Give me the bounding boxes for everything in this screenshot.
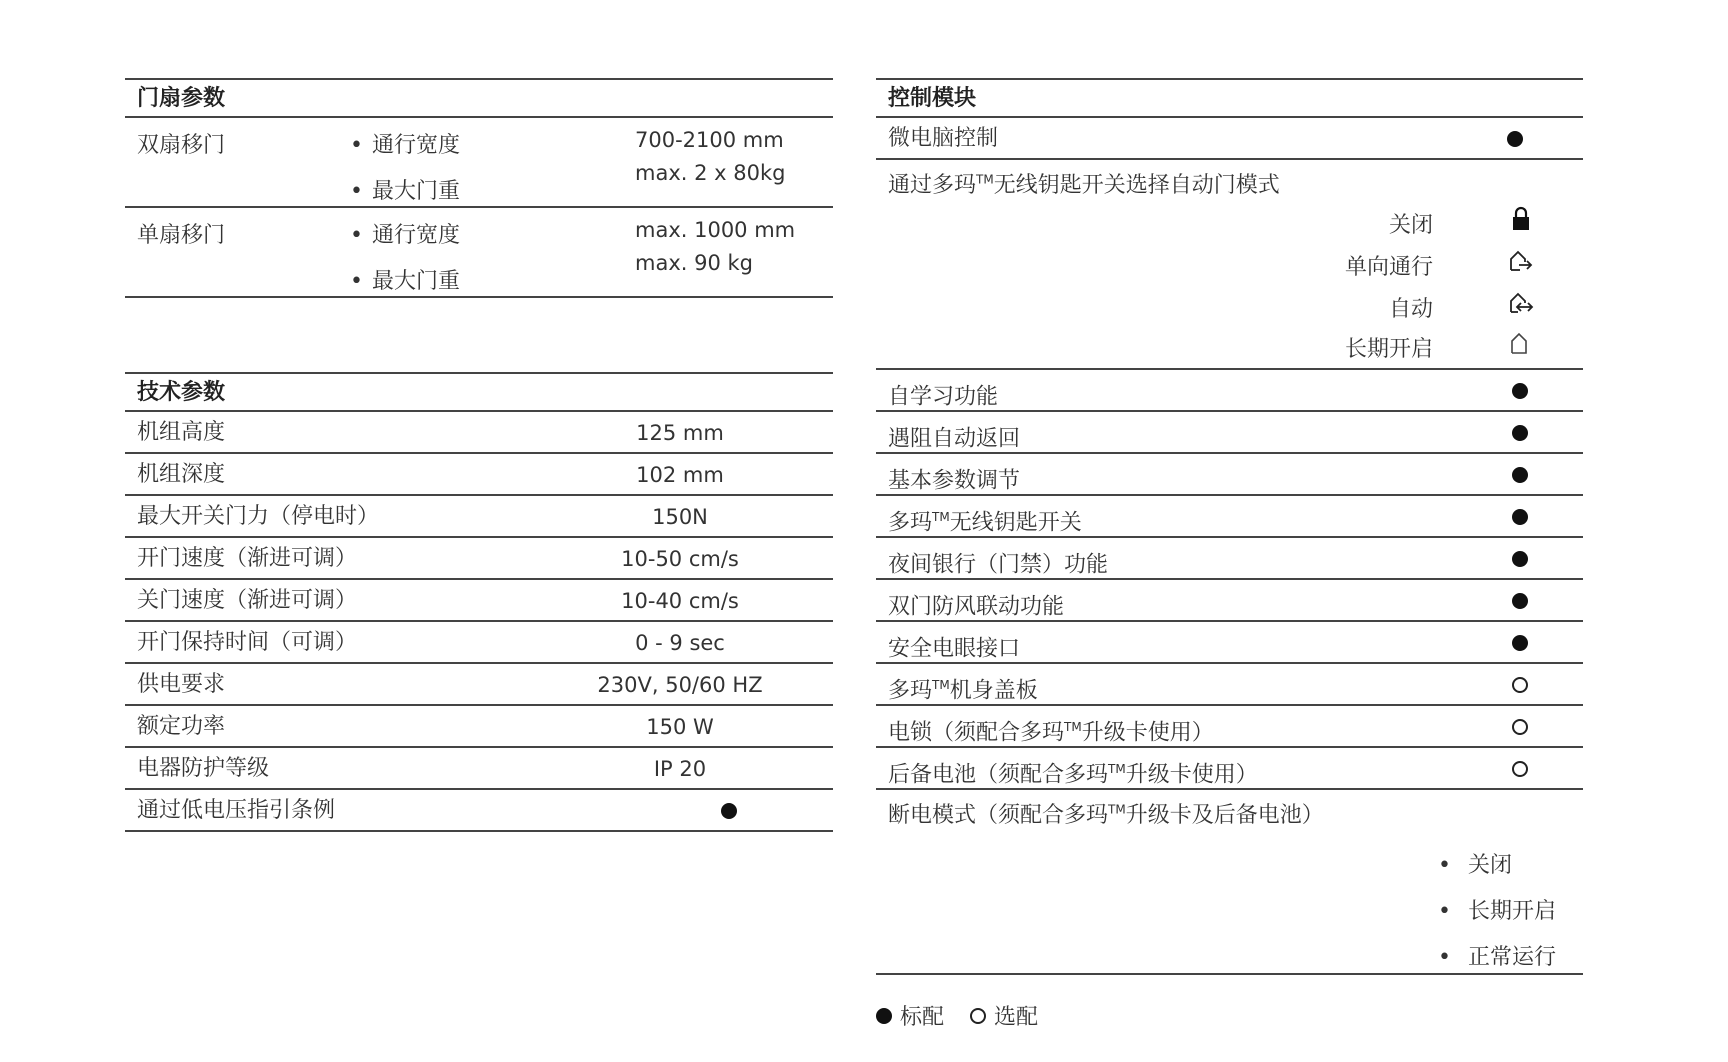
feature-label: 遇阻自动返回 bbox=[888, 426, 1021, 452]
tech-row-value: IP 20 bbox=[653, 757, 707, 781]
single-door-width-value: max. 1000 mm bbox=[635, 218, 796, 242]
tech-row bbox=[125, 664, 833, 706]
feature-label: 后备电池（须配合多玛™升级卡使用） bbox=[888, 762, 1258, 788]
tech-row-label: 机组深度 bbox=[137, 462, 226, 487]
tech-row-label: 通过低电压指引条例 bbox=[137, 798, 336, 823]
standard-mark bbox=[1512, 635, 1528, 651]
tech-params-table bbox=[125, 412, 833, 790]
single-door-width-label: 通行宽度 bbox=[372, 223, 461, 248]
standard-mark bbox=[1512, 383, 1528, 399]
standard-mark bbox=[1512, 593, 1528, 609]
feature-label: 自学习功能 bbox=[888, 384, 999, 410]
double-door-weight-value: max. 2 x 80kg bbox=[635, 161, 786, 185]
feature-row bbox=[876, 622, 1583, 664]
feature-row bbox=[876, 538, 1583, 580]
tech-row bbox=[125, 748, 833, 790]
optional-mark bbox=[1512, 761, 1528, 777]
mode-oneway-label: 单向通行 bbox=[1344, 255, 1433, 280]
feature-label: 安全电眼接口 bbox=[888, 636, 1021, 662]
mode-auto-label: 自动 bbox=[1388, 297, 1433, 322]
tech-row bbox=[125, 580, 833, 622]
bullet: • bbox=[350, 179, 363, 204]
legend bbox=[876, 1000, 1038, 1031]
left-panel bbox=[125, 78, 833, 832]
tech-row bbox=[125, 454, 833, 496]
bullet: • bbox=[350, 223, 363, 248]
tech-row-value: 150 W bbox=[646, 715, 714, 739]
tech-row-label: 电器防护等级 bbox=[137, 756, 270, 781]
house-open-icon bbox=[1508, 330, 1534, 356]
optional-mark bbox=[970, 1008, 986, 1024]
feature-row bbox=[876, 370, 1583, 412]
feature-label: 基本参数调节 bbox=[888, 468, 1021, 494]
house-auto-icon bbox=[1508, 290, 1534, 316]
lock-icon bbox=[1508, 206, 1534, 232]
tech-row bbox=[125, 412, 833, 454]
tech-row-label: 关门速度（渐进可调） bbox=[137, 588, 358, 613]
feature-label: 双门防风联动功能 bbox=[888, 594, 1065, 620]
standard-mark bbox=[721, 803, 737, 819]
feature-label: 夜间银行（门禁）功能 bbox=[888, 552, 1109, 578]
double-door-weight-label: 最大门重 bbox=[372, 179, 461, 204]
power-mode-item: • 正常运行 bbox=[1438, 945, 1557, 970]
double-door-block bbox=[125, 118, 833, 208]
tech-row-label: 开门速度（渐进可调） bbox=[137, 546, 358, 571]
tech-row-value: 102 mm bbox=[636, 463, 724, 487]
mode-select-header: 通过多玛™无线钥匙开关选择自动门模式 bbox=[888, 172, 1280, 198]
optional-mark bbox=[1512, 719, 1528, 735]
tech-row-label: 最大开关门力（停电时） bbox=[137, 504, 380, 529]
feature-row bbox=[876, 496, 1583, 538]
bullet: • bbox=[350, 269, 363, 294]
single-door-name: 单扇移门 bbox=[137, 223, 226, 248]
legend-optional-label: 选配 bbox=[994, 1005, 1039, 1030]
tech-row-label: 机组高度 bbox=[137, 420, 226, 445]
tech-row-value: 10-40 cm/s bbox=[621, 589, 739, 613]
single-door-weight-label: 最大门重 bbox=[372, 269, 461, 294]
tech-row bbox=[125, 538, 833, 580]
tech-row-low-voltage bbox=[125, 790, 833, 832]
bullet: • bbox=[350, 133, 363, 158]
standard-mark bbox=[1512, 425, 1528, 441]
feature-row bbox=[876, 706, 1583, 748]
optional-mark bbox=[1512, 677, 1528, 693]
tech-row-value: 125 mm bbox=[636, 421, 724, 445]
door-params-title: 门扇参数 bbox=[125, 78, 833, 118]
power-mode-item: • 长期开启 bbox=[1438, 899, 1557, 924]
standard-mark bbox=[1507, 131, 1523, 147]
feature-label: 多玛™机身盖板 bbox=[888, 678, 1038, 704]
standard-mark bbox=[876, 1008, 892, 1024]
tech-params-title: 技术参数 bbox=[125, 372, 833, 412]
tech-row-value: 150N bbox=[652, 505, 708, 529]
tech-row bbox=[125, 622, 833, 664]
standard-mark bbox=[1512, 551, 1528, 567]
feature-label: 多玛™无线钥匙开关 bbox=[888, 510, 1082, 536]
tech-row bbox=[125, 706, 833, 748]
control-module-title: 控制模块 bbox=[876, 78, 1583, 118]
tech-row-value: 10-50 cm/s bbox=[621, 547, 739, 571]
power-failure-block bbox=[876, 790, 1583, 975]
standard-mark bbox=[1512, 467, 1528, 483]
tech-row-value: 230V, 50/60 HZ bbox=[597, 673, 763, 697]
feature-table bbox=[876, 370, 1583, 790]
feature-row bbox=[876, 580, 1583, 622]
single-door-block bbox=[125, 208, 833, 298]
feature-row bbox=[876, 454, 1583, 496]
mode-close-label: 关闭 bbox=[1388, 213, 1433, 238]
right-panel bbox=[876, 78, 1583, 975]
tech-row-value: 0 - 9 sec bbox=[635, 631, 725, 655]
double-door-width-label: 通行宽度 bbox=[372, 133, 461, 158]
double-door-name: 双扇移门 bbox=[137, 133, 226, 158]
feature-row bbox=[876, 748, 1583, 790]
feature-label: 电锁（须配合多玛™升级卡使用） bbox=[888, 720, 1214, 746]
power-failure-header: 断电模式（须配合多玛™升级卡及后备电池） bbox=[888, 802, 1324, 828]
power-mode-item: • 关闭 bbox=[1438, 853, 1513, 878]
tech-row bbox=[125, 496, 833, 538]
feature-row bbox=[876, 412, 1583, 454]
feature-label: 微电脑控制 bbox=[888, 126, 999, 151]
mode-select-block bbox=[876, 160, 1583, 370]
feature-row bbox=[876, 664, 1583, 706]
tech-row-label: 开门保持时间（可调） bbox=[137, 630, 358, 655]
double-door-width-value: 700-2100 mm bbox=[635, 128, 784, 152]
legend-standard-label: 标配 bbox=[900, 1005, 945, 1030]
house-exit-icon bbox=[1508, 248, 1534, 274]
single-door-weight-value: max. 90 kg bbox=[635, 251, 753, 275]
standard-mark bbox=[1512, 509, 1528, 525]
feature-row-micro bbox=[876, 118, 1583, 160]
tech-row-label: 额定功率 bbox=[137, 714, 226, 739]
tech-row-label: 供电要求 bbox=[137, 672, 226, 697]
mode-open-label: 长期开启 bbox=[1344, 337, 1433, 362]
